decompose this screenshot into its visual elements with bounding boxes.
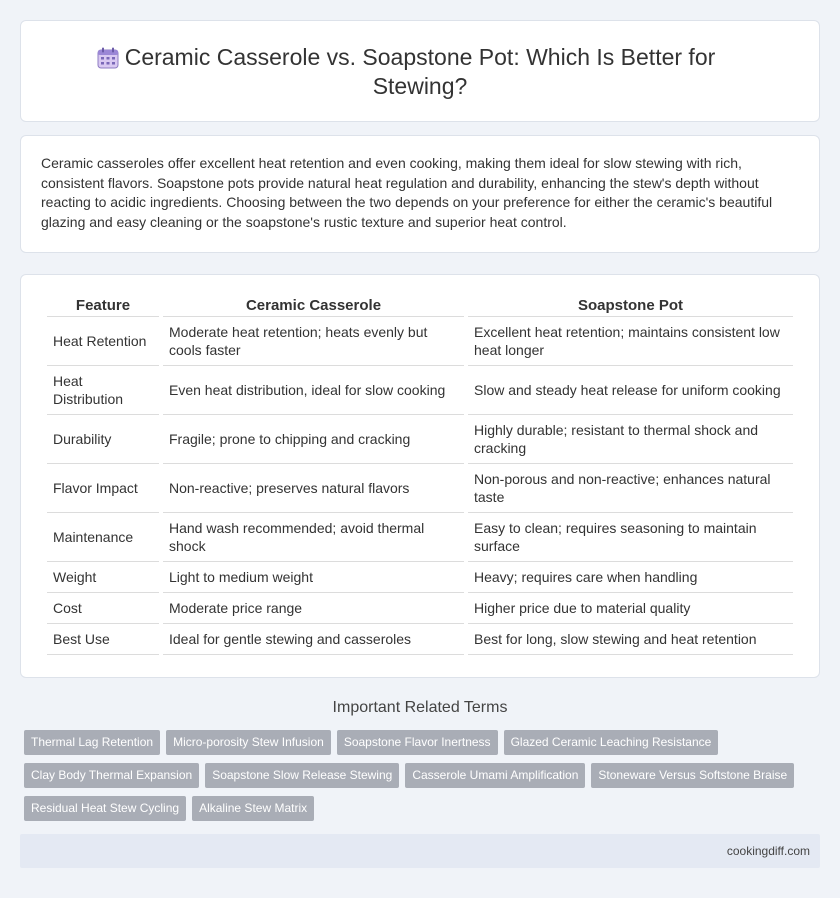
soapstone-cell: Non-porous and non-reactive; enhances natural taste	[468, 464, 793, 513]
table-header-row	[47, 293, 793, 317]
ceramic-cell: Light to medium weight	[163, 562, 464, 593]
feature-cell: Flavor Impact	[47, 464, 159, 513]
table-row	[47, 624, 793, 655]
soapstone-cell: Easy to clean; requires seasoning to maintain surface	[468, 513, 793, 562]
table-row	[47, 317, 793, 366]
intro-paragraph: Ceramic casseroles offer excellent heat retention and even cooking, making them ideal for slow stewing with rich, consistent flavors. Soapstone pots provide natural heat regulation and durability, enhancing the stew's depth without reacting to acidic ingredients. Choosing between the two depends on your preference for either the ceramic's beautiful glazing and easy cleaning or the soapstone's rustic texture and superior heat control.	[41, 155, 773, 230]
ceramic-cell: Non-reactive; preserves natural flavors	[163, 464, 464, 513]
comparison-table	[43, 293, 797, 655]
term-tag[interactable]: Thermal Lag Retention	[24, 730, 160, 755]
term-tag[interactable]: Stoneware Versus Softstone Braise	[591, 763, 794, 788]
related-terms-tags	[24, 730, 824, 829]
header-feature: Feature	[47, 293, 159, 317]
footer-site-link[interactable]: cookingdiff.com	[726, 844, 810, 858]
tag-row	[24, 763, 824, 788]
term-tag[interactable]: Micro-porosity Stew Infusion	[166, 730, 331, 755]
soapstone-cell: Excellent heat retention; maintains consistent low heat longer	[468, 317, 793, 366]
related-terms-heading: Important Related Terms	[332, 699, 508, 716]
header-ceramic: Ceramic Casserole	[163, 293, 464, 317]
table-row	[47, 593, 793, 624]
feature-cell: Cost	[47, 593, 159, 624]
footer	[20, 834, 820, 868]
term-tag[interactable]: Glazed Ceramic Leaching Resistance	[504, 730, 719, 755]
ceramic-cell: Ideal for gentle stewing and casseroles	[163, 624, 464, 655]
soapstone-cell: Highly durable; resistant to thermal shock and cracking	[468, 415, 793, 464]
table-row	[47, 464, 793, 513]
soapstone-cell: Slow and steady heat release for uniform cooking	[468, 366, 793, 415]
feature-cell: Best Use	[47, 624, 159, 655]
header-soapstone: Soapstone Pot	[468, 293, 793, 317]
term-tag[interactable]: Alkaline Stew Matrix	[192, 796, 314, 821]
term-tag[interactable]: Soapstone Flavor Inertness	[337, 730, 498, 755]
soapstone-cell: Heavy; requires care when handling	[468, 562, 793, 593]
ceramic-cell: Moderate price range	[163, 593, 464, 624]
table-row	[47, 562, 793, 593]
feature-cell: Durability	[47, 415, 159, 464]
tag-row	[24, 796, 824, 821]
soapstone-cell: Higher price due to material quality	[468, 593, 793, 624]
table-row	[47, 415, 793, 464]
page-title: Ceramic Casserole vs. Soapstone Pot: Which Is Better for Stewing?	[124, 44, 716, 99]
feature-cell: Weight	[47, 562, 159, 593]
soapstone-cell: Best for long, slow stewing and heat retention	[468, 624, 793, 655]
term-tag[interactable]: Soapstone Slow Release Stewing	[205, 763, 399, 788]
table-row	[47, 366, 793, 415]
title-card	[20, 20, 820, 122]
ceramic-cell: Fragile; prone to chipping and cracking	[163, 415, 464, 464]
feature-cell: Heat Retention	[47, 317, 159, 366]
comparison-table-card	[20, 274, 820, 678]
table-row	[47, 513, 793, 562]
term-tag[interactable]: Casserole Umami Amplification	[405, 763, 585, 788]
ceramic-cell: Even heat distribution, ideal for slow cooking	[163, 366, 464, 415]
feature-cell: Heat Distribution	[47, 366, 159, 415]
tag-row	[24, 730, 824, 755]
intro-card	[20, 135, 820, 253]
term-tag[interactable]: Residual Heat Stew Cycling	[24, 796, 186, 821]
feature-cell: Maintenance	[47, 513, 159, 562]
ceramic-cell: Hand wash recommended; avoid thermal shock	[163, 513, 464, 562]
term-tag[interactable]: Clay Body Thermal Expansion	[24, 763, 199, 788]
ceramic-cell: Moderate heat retention; heats evenly but cools faster	[163, 317, 464, 366]
